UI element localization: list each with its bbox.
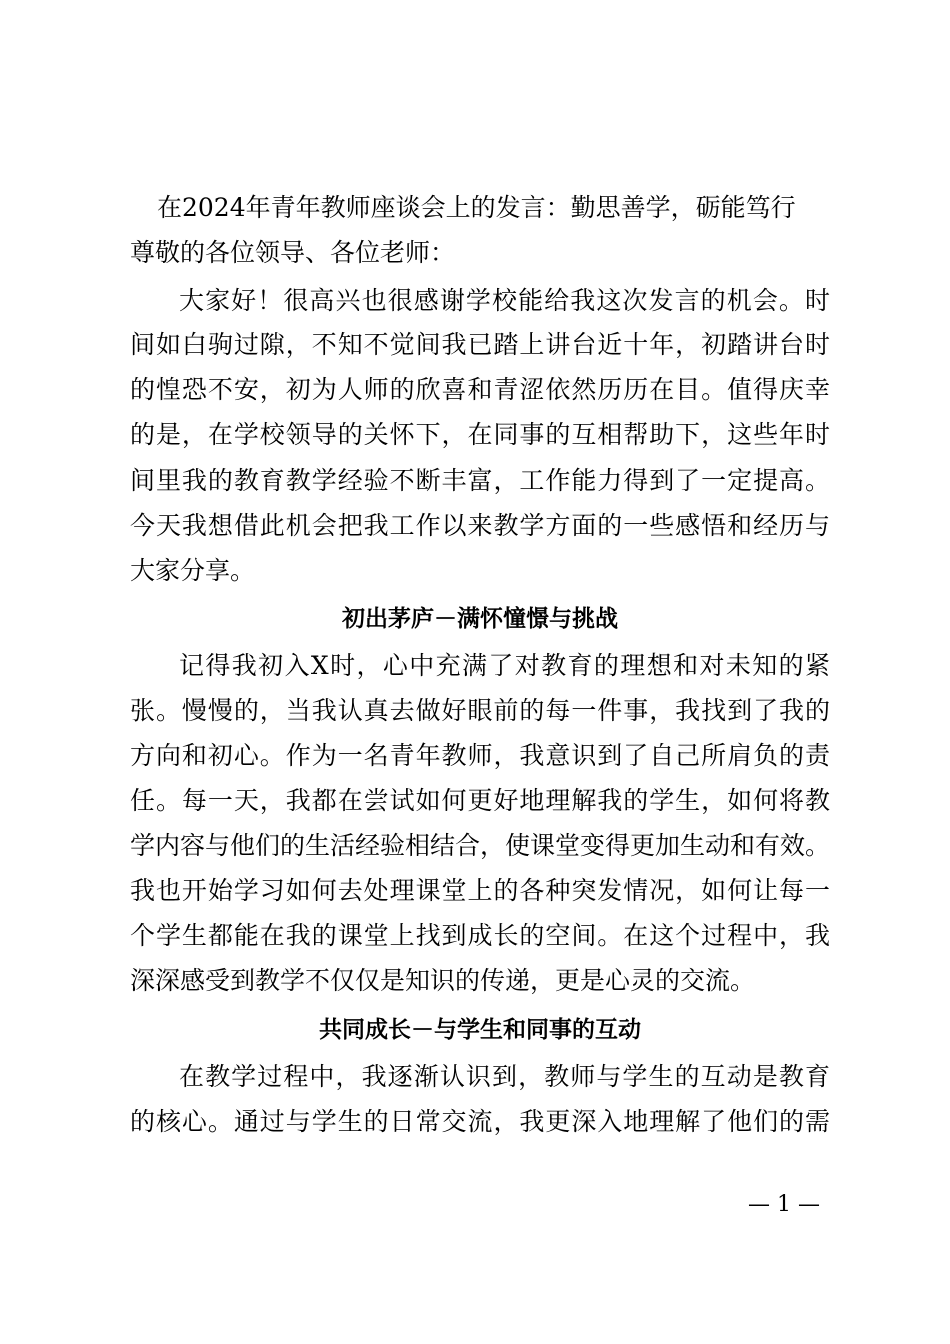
paragraph-line: 任。每一天，我都在尝试如何更好地理解我的学生，如何将教 (130, 786, 830, 815)
paragraph-line: 大家好！很高兴也很感谢学校能给我这次发言的机会。时 (179, 286, 830, 315)
salutation: 尊敬的各位领导、各位老师： (130, 238, 456, 267)
document-title: 在2024年青年教师座谈会上的发言：勤思善学，砺能笃行 (157, 193, 796, 222)
paragraph-line: 的核心。通过与学生的日常交流，我更深入地理解了他们的需 (130, 1107, 830, 1136)
paragraph-line: 记得我初入X时，心中充满了对教育的理想和对未知的紧 (179, 651, 830, 680)
paragraph-line: 张。慢慢的，当我认真去做好眼前的每一件事，我找到了我的 (130, 696, 830, 725)
paragraph-line: 在教学过程中，我逐渐认识到，教师与学生的互动是教育 (179, 1062, 830, 1091)
section-heading: 初出茅庐－满怀憧憬与挑战 (342, 605, 618, 632)
paragraph-line: 今天我想借此机会把我工作以来教学方面的一些感悟和经历与 (130, 511, 830, 540)
paragraph-line: 我也开始学习如何去处理课堂上的各种突发情况，如何让每一 (130, 876, 830, 905)
paragraph-line: 方向和初心。作为一名青年教师，我意识到了自己所肩负的责 (130, 741, 830, 770)
paragraph-line: 间如白驹过隙，不知不觉间我已踏上讲台近十年，初踏讲台时 (130, 330, 830, 359)
paragraph-line: 大家分享。 (130, 556, 256, 585)
paragraph-line: 深深感受到教学不仅仅是知识的传递，更是心灵的交流。 (130, 966, 756, 995)
paragraph-line: 个学生都能在我的课堂上找到成长的空间。在这个过程中，我 (130, 921, 830, 950)
paragraph-line: 的是，在学校领导的关怀下，在同事的互相帮助下，这些年时 (130, 420, 830, 449)
paragraph-line: 的惶恐不安，初为人师的欣喜和青涩依然历历在目。值得庆幸 (130, 375, 830, 404)
paragraph-line: 间里我的教育教学经验不断丰富，工作能力得到了一定提高。 (130, 466, 830, 495)
section-heading: 共同成长－与学生和同事的互动 (319, 1016, 641, 1043)
page-number: — 1 — (748, 1192, 820, 1217)
paragraph-line: 学内容与他们的生活经验相结合，使课堂变得更加生动和有效。 (130, 831, 831, 860)
